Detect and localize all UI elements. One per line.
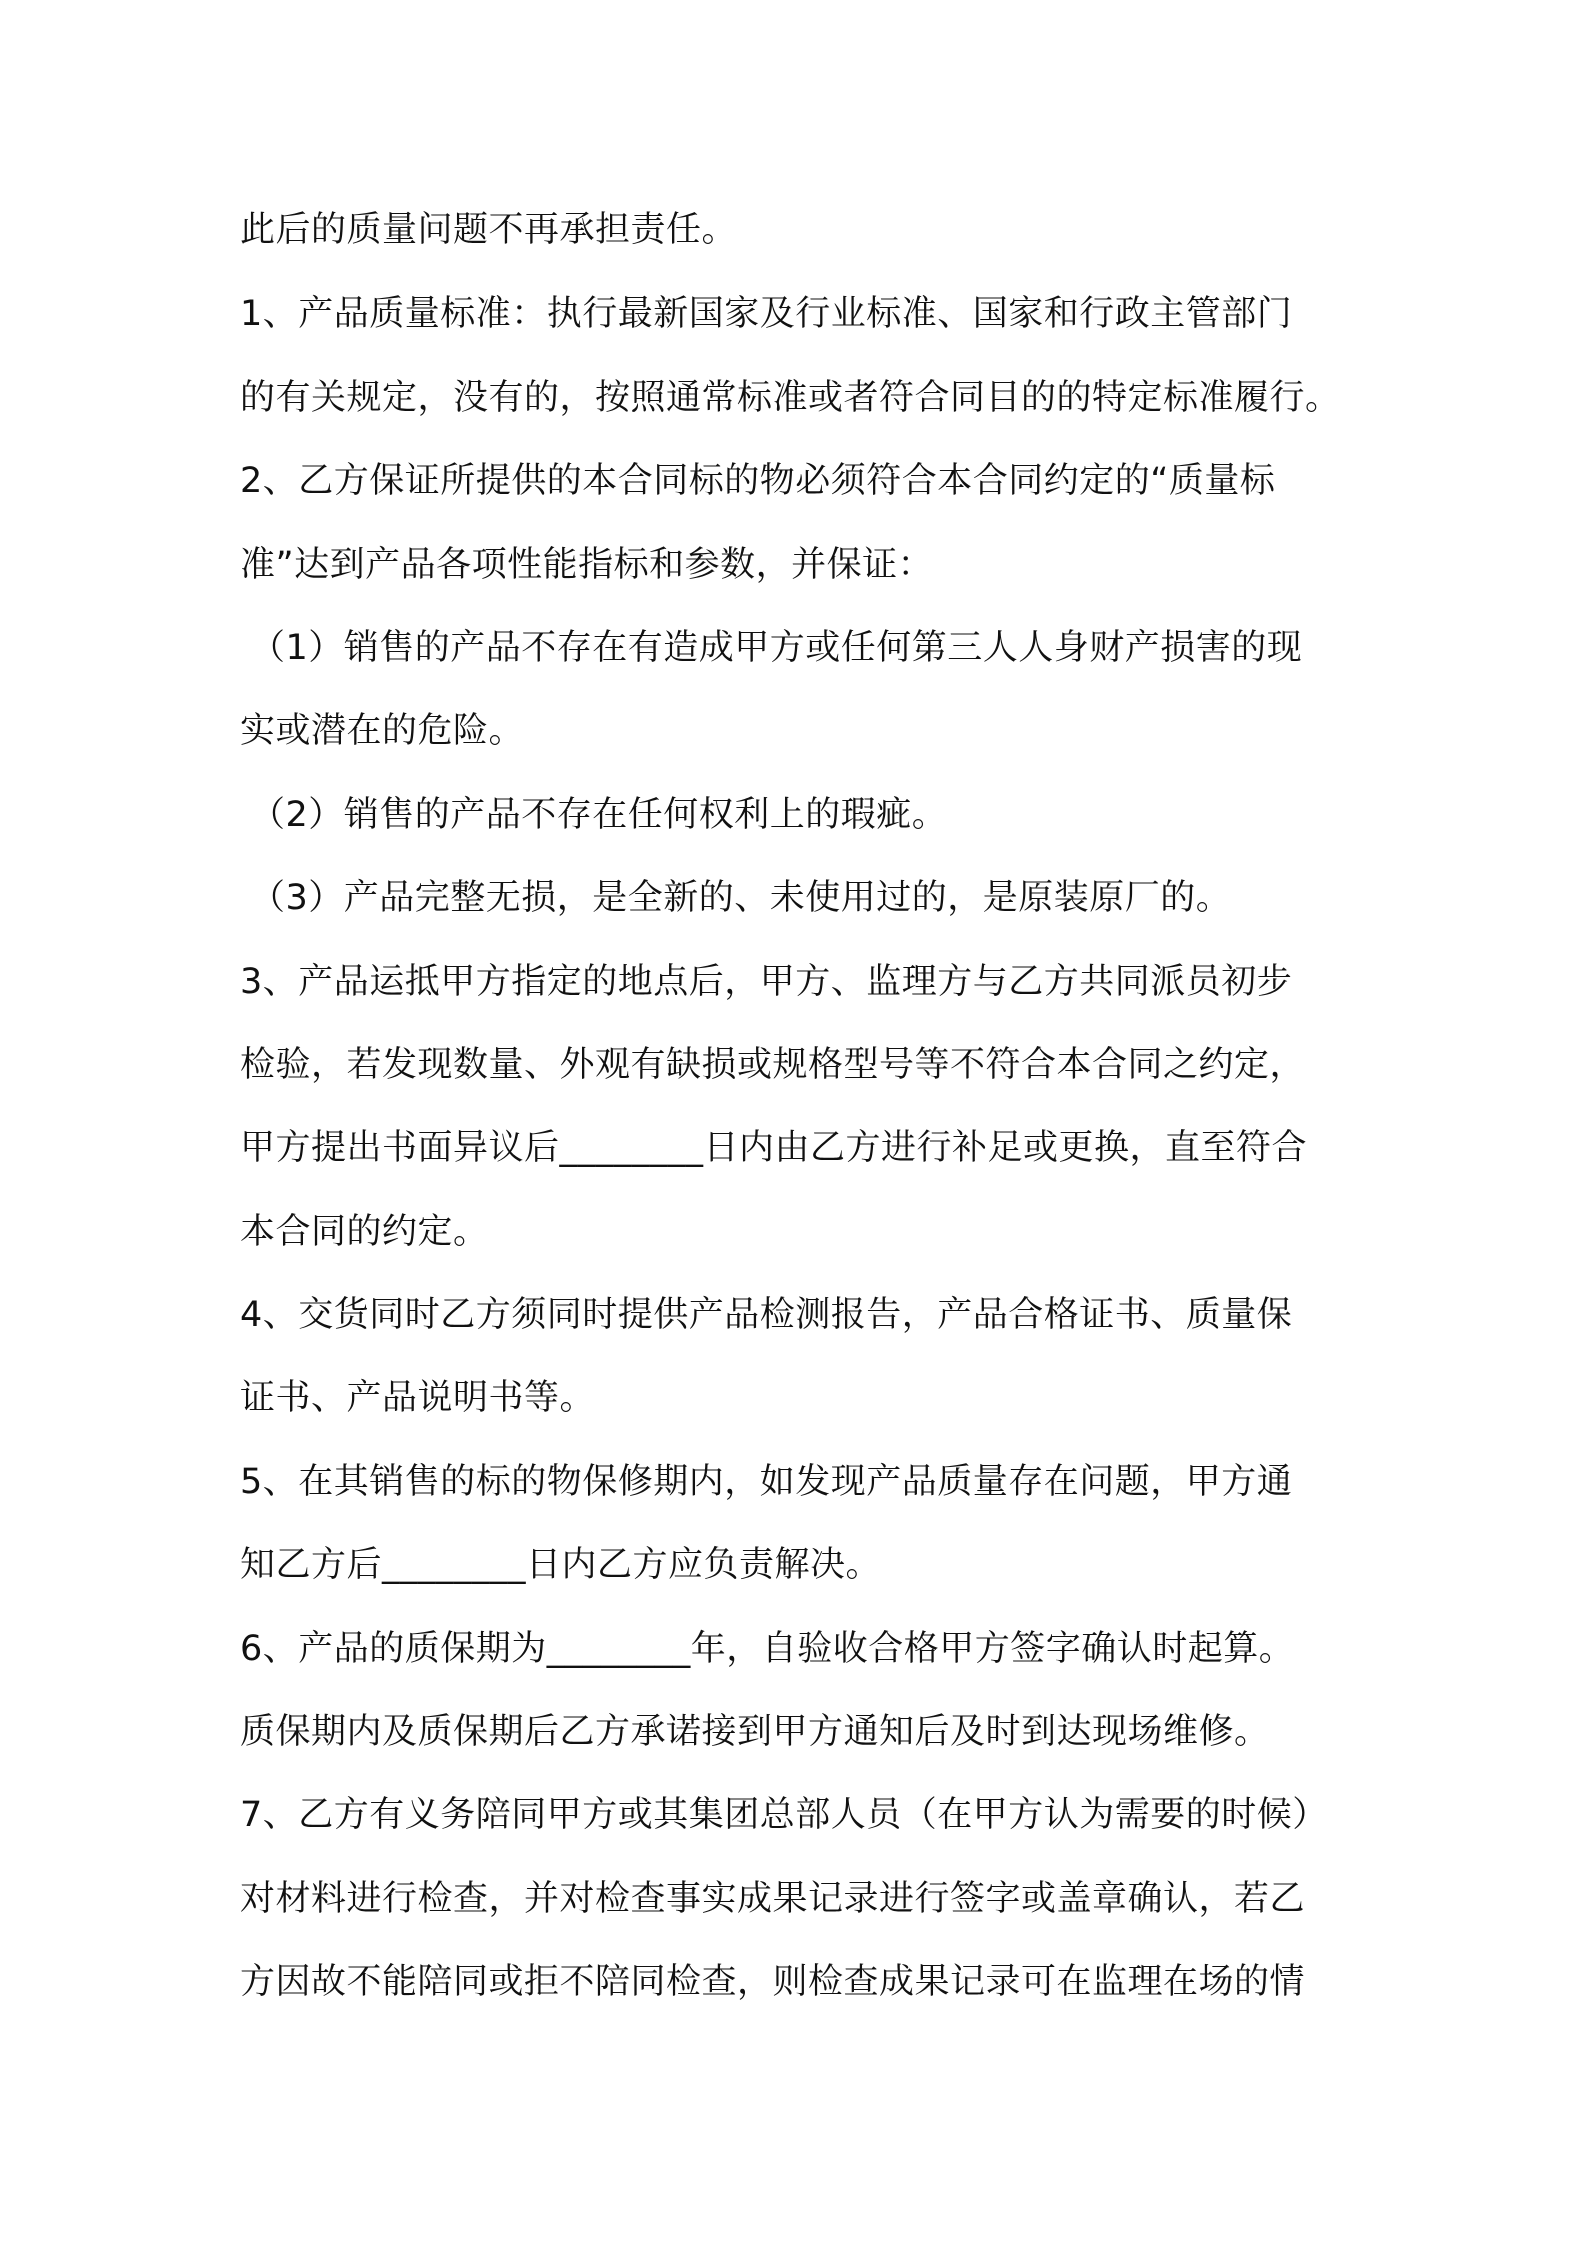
text-line: 本合同的约定。 xyxy=(240,1212,489,1252)
text-line: 准”达到产品各项性能指标和参数，并保证： xyxy=(240,545,934,585)
text-line: 7、乙方有义务陪同甲方或其集团总部人员（在甲方认为需要的时候） xyxy=(240,1795,1328,1835)
text-line: （1）销售的产品不存在有造成甲方或任何第三人人身财产损害的现 xyxy=(250,628,1303,668)
text-line: （3）产品完整无损，是全新的、未使用过的，是原装原厂的。 xyxy=(250,878,1232,918)
text-line: 证书、产品说明书等。 xyxy=(240,1378,596,1418)
text-line: 6、产品的质保期为________年，自验收合格甲方签字确认时起算。 xyxy=(240,1629,1295,1669)
text-line: 对材料进行检查，并对检查事实成果记录进行签字或盖章确认，若乙 xyxy=(240,1879,1306,1919)
text-line: 5、在其销售的标的物保修期内，如发现产品质量存在问题，甲方通 xyxy=(240,1462,1293,1502)
text-line: 检验，若发现数量、外观有缺损或规格型号等不符合本合同之约定， xyxy=(240,1045,1306,1085)
text-line: 实或潜在的危险。 xyxy=(240,711,525,751)
text-line: 4、交货同时乙方须同时提供产品检测报告，产品合格证书、质量保 xyxy=(240,1295,1293,1335)
text-line: 知乙方后________日内乙方应负责解决。 xyxy=(240,1545,882,1585)
text-line: 的有关规定，没有的，按照通常标准或者符合同目的的特定标准履行。 xyxy=(240,378,1341,418)
text-line: 此后的质量问题不再承担责任。 xyxy=(240,210,738,250)
text-line: 2、乙方保证所提供的本合同标的物必须符合本合同约定的“质量标 xyxy=(240,461,1276,501)
text-line: 质保期内及质保期后乙方承诺接到甲方通知后及时到达现场维修。 xyxy=(240,1712,1270,1752)
text-line: 3、产品运抵甲方指定的地点后，甲方、监理方与乙方共同派员初步 xyxy=(240,962,1293,1002)
text-line: 方因故不能陪同或拒不陪同检查，则检查成果记录可在监理在场的情 xyxy=(240,1962,1306,2002)
text-line: （2）销售的产品不存在任何权利上的瑕疵。 xyxy=(250,795,948,835)
text-line: 1、产品质量标准：执行最新国家及行业标准、国家和行政主管部门 xyxy=(240,294,1293,334)
text-line: 甲方提出书面异议后________日内由乙方进行补足或更换，直至符合 xyxy=(240,1128,1308,1168)
